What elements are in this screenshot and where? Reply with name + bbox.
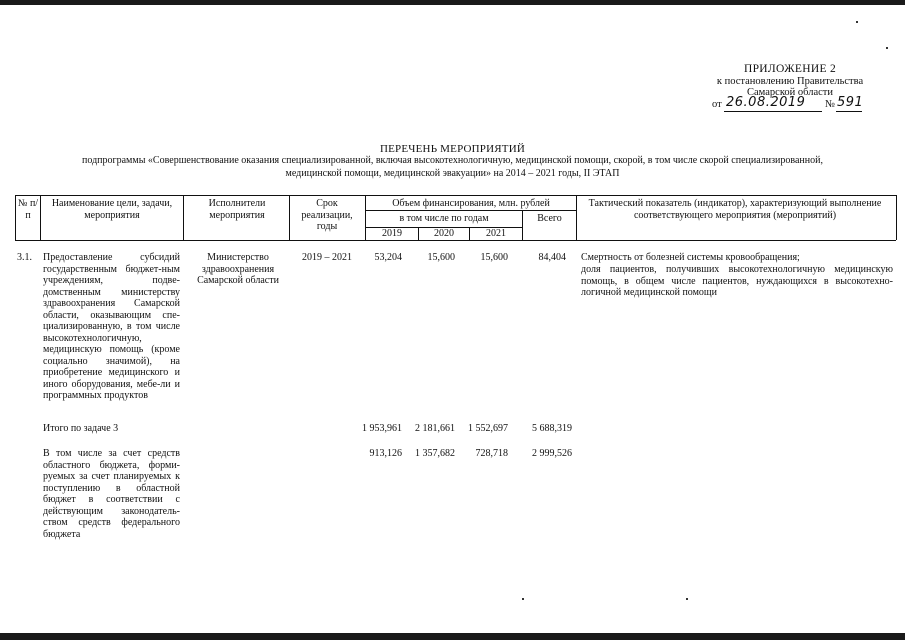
row-name: В том числе за счет средств областного бюджета, форми-руемых за счет планируемых к поступлению в областной бюджет в соответствии с действующим законодатель-ством средств федерального бюджета — [43, 448, 180, 540]
number-sign: № — [825, 98, 836, 110]
row-value-2019: 913,126 — [369, 448, 402, 459]
table-header-bottom-line — [15, 240, 896, 241]
scan-speck — [522, 598, 524, 600]
grid-vline — [289, 195, 290, 240]
row-name: Итого по задаче 3 — [43, 423, 119, 434]
header-name: Наименование цели, задачи, мероприятия — [51, 198, 173, 221]
row-value-total: 2 999,526 — [532, 448, 572, 459]
grid-vline — [40, 195, 41, 240]
scan-speck — [886, 47, 888, 49]
row-value-total: 5 688,319 — [532, 423, 572, 434]
header-num: № п/п — [17, 198, 39, 221]
header-total: Всего — [537, 213, 562, 224]
grid-vline — [183, 195, 184, 240]
row-value-2019: 1 953,961 — [362, 423, 402, 434]
row-value-2021: 15,600 — [480, 252, 508, 263]
grid-vline — [576, 195, 577, 240]
grid-vline — [896, 195, 897, 240]
row-num: 3.1. — [17, 252, 32, 263]
document-title: ПЕРЕЧЕНЬ МЕРОПРИЯТИЙ — [379, 143, 526, 155]
row-value-2020: 15,600 — [427, 252, 455, 263]
scan-top-border — [0, 0, 905, 5]
number-underline — [836, 111, 862, 112]
appendix-date-line — [690, 94, 890, 115]
row-value-2020: 2 181,661 — [415, 423, 455, 434]
header-by-years: в том числе по годам — [399, 213, 489, 224]
row-value-2019: 53,204 — [374, 252, 402, 263]
appendix-line-1: к постановлению Правительства — [716, 75, 864, 87]
row-term: 2019 – 2021 — [302, 252, 352, 263]
header-executors: Исполнители мероприятия — [208, 198, 266, 221]
row-indicator-line-1: Смертность от болезней системы кровообращения; — [581, 252, 800, 263]
table-top-line — [15, 195, 896, 196]
header-funding: Объем финансирования, млн. рублей — [392, 198, 550, 209]
row-value-2020: 1 357,682 — [415, 448, 455, 459]
row-executor: Министерство здравоохранения Самарской области — [197, 252, 279, 286]
row-value-total: 84,404 — [538, 252, 566, 263]
header-year-2020: 2020 — [434, 228, 454, 239]
funding-subheader-line — [365, 210, 576, 211]
appendix-block — [690, 64, 890, 115]
scan-bottom-border — [0, 633, 905, 640]
appendix-title: ПРИЛОЖЕНИЕ 2 — [743, 63, 836, 75]
appendix-line-2: Самарской области — [747, 87, 833, 98]
header-year-2021: 2021 — [486, 228, 506, 239]
scan-speck — [686, 598, 688, 600]
document-subtitle-line-1: подпрограммы «Совершенствование оказания специализированной, включая высокотехнологичную, медицинской помощи, скорой, в том числе скорой специализированной, — [82, 155, 823, 166]
header-year-2019: 2019 — [382, 228, 402, 239]
handwritten-date: 26.08.2019 — [726, 94, 806, 110]
header-indicator: Тактический показатель (индикатор), характеризующий выполнение соответствующего мероприятия (мероприятий) — [588, 198, 882, 221]
date-underline — [724, 111, 822, 112]
row-name: Предоставление субсидий государственным бюджет-ным учреждениям, подве-домственным министерству здравоохранения Самарской области, оказывающим спе-циализированную, в том числе высокотехнологичную, медицинскую помощь (кроме социально значимой), на приобретение медицинского и иного оборудования, мебе-ли и программных продуктов — [43, 252, 180, 401]
scan-speck — [856, 21, 858, 23]
handwritten-number: 591 — [837, 94, 864, 110]
date-prefix: от — [712, 98, 722, 110]
row-value-2021: 1 552,697 — [468, 423, 508, 434]
row-value-2021: 728,718 — [475, 448, 508, 459]
header-term: Срок реализации, годы — [301, 198, 353, 232]
row-indicator-line-2: доля пациентов, получивших высокотехнологичную медицинскую помощь, в общем числе пациентов, нуждающихся в высокотехно-логичной медицинской помощи — [581, 264, 893, 298]
document-subtitle-line-2: медицинской помощи, медицинской эвакуации» на 2014 – 2021 годы, II ЭТАП — [285, 168, 620, 179]
